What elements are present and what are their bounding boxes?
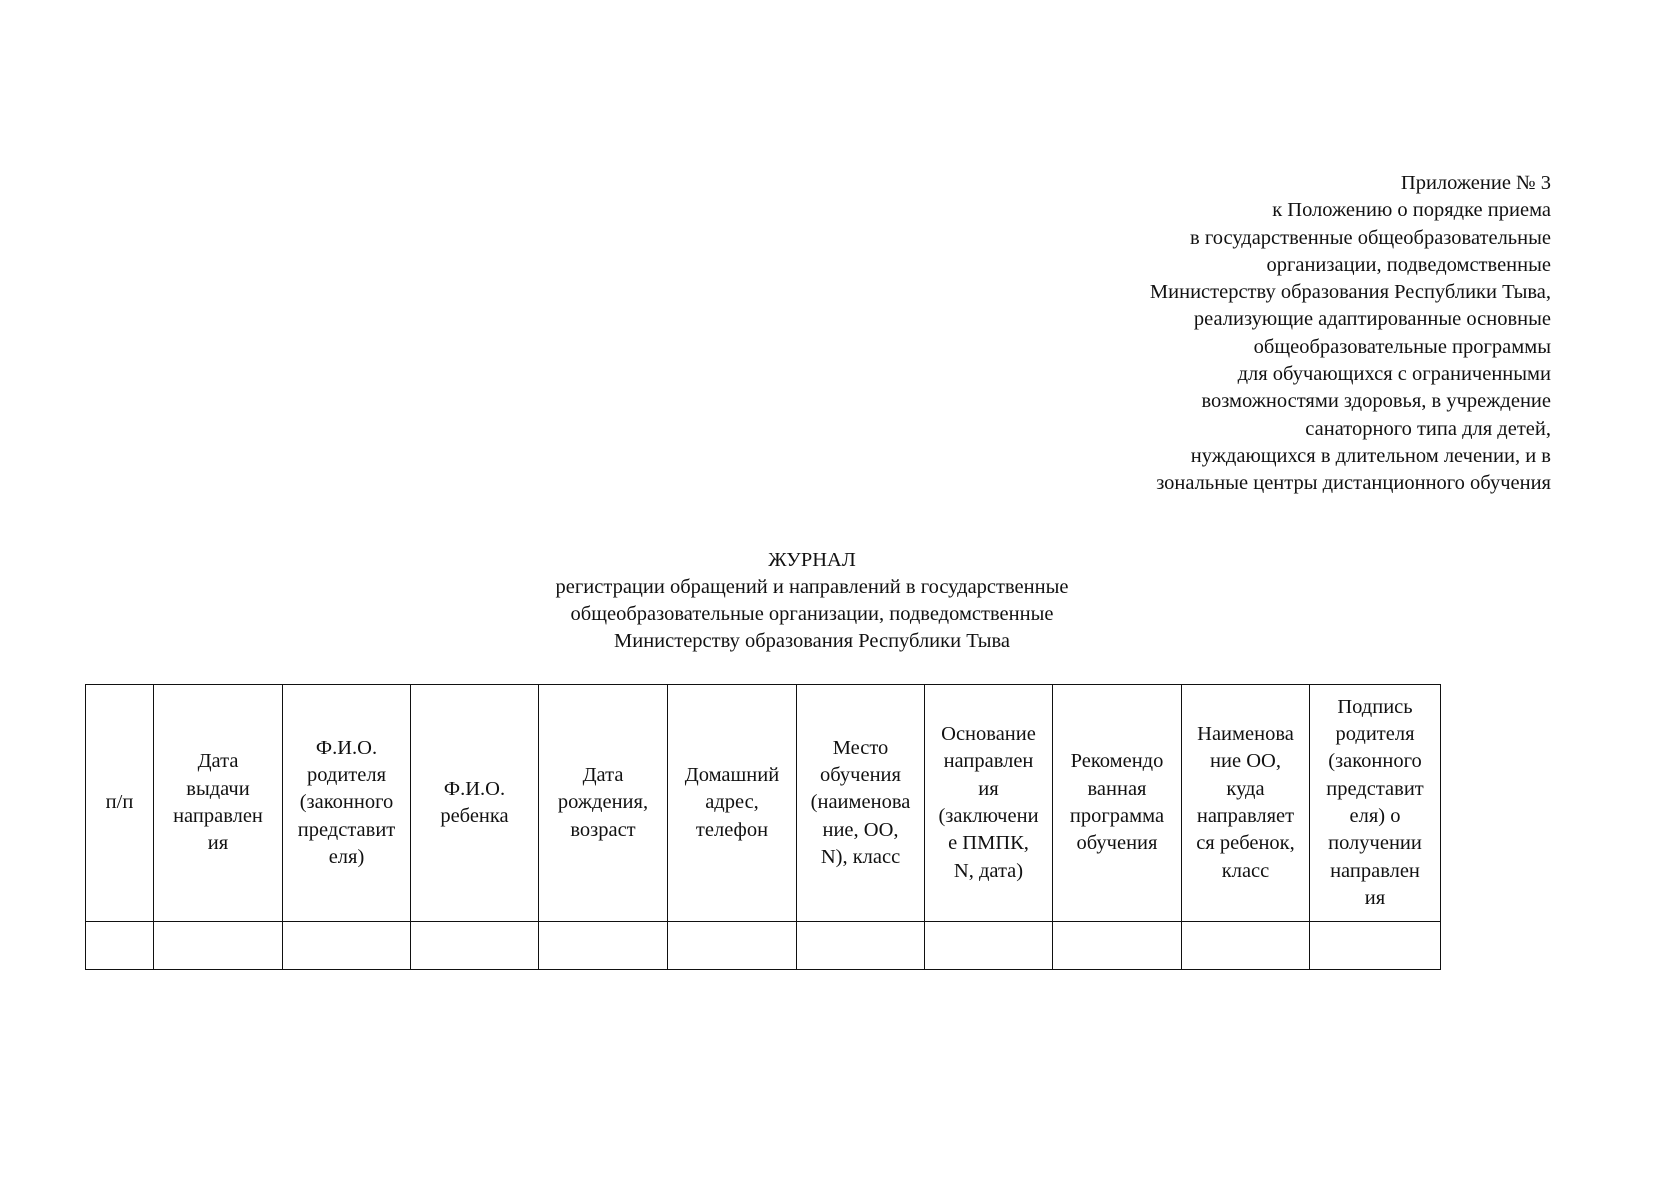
appendix-line: Приложение № 3	[1400, 172, 1551, 194]
column-header-recommended-program: Рекомендо ванная программа обучения	[1053, 685, 1182, 922]
table-cell	[797, 922, 925, 970]
table-cell	[1310, 922, 1441, 970]
appendix-line: реализующие адаптированные основные	[1193, 308, 1551, 331]
column-header-parent-signature: Подпись родителя (законного представит еля) о получении направлен ия	[1310, 685, 1441, 922]
appendix-block	[1150, 170, 1551, 498]
column-header-child-name: Ф.И.О. ребенка	[411, 685, 539, 922]
column-header-referral-basis: Основание направлен ия (заключени е ПМПК, N, дата)	[925, 685, 1053, 922]
column-header-target-school: Наименова ние ОО, куда направляет ся ребенок, класс	[1182, 685, 1310, 922]
column-header-study-place: Место обучения (наименова ние, ОО, N), класс	[797, 685, 925, 922]
journal-subtitle-line: общеобразовательные организации, подведомственные	[570, 603, 1054, 625]
table-cell	[1053, 922, 1182, 970]
appendix-line: общеобразовательные программы	[1253, 335, 1551, 358]
table-cell	[668, 922, 797, 970]
table-cell	[925, 922, 1053, 970]
appendix-line: к Положению о порядке приема	[1272, 199, 1551, 222]
table-cell	[411, 922, 539, 970]
journal-subtitle-line: регистрации обращений и направлений в государственные	[555, 576, 1069, 598]
column-header-birth-date: Дата рождения, возраст	[539, 685, 668, 922]
appendix-line: для обучающихся с ограниченными	[1237, 363, 1551, 386]
table-row	[86, 922, 1441, 970]
appendix-line: возможностями здоровья, в учреждение	[1201, 390, 1551, 413]
journal-subtitle-line: Министерству образования Республики Тыва	[614, 630, 1010, 652]
appendix-line: в государственные общеобразовательные	[1190, 226, 1551, 249]
appendix-line: нуждающихся в длительном лечении, и в	[1190, 444, 1551, 467]
table-cell	[539, 922, 668, 970]
column-header-issue-date: Дата выдачи направлен ия	[154, 685, 283, 922]
column-header-address: Домашний адрес, телефон	[668, 685, 797, 922]
appendix-line: Министерству образования Республики Тыва,	[1149, 281, 1551, 304]
table-cell	[283, 922, 411, 970]
appendix-line: санаторного типа для детей,	[1305, 417, 1551, 440]
register-table	[85, 684, 1441, 970]
appendix-line: организации, подведомственные	[1266, 253, 1551, 276]
appendix-line: зональные центры дистанционного обучения	[1156, 472, 1551, 495]
table-header-row	[86, 685, 1441, 922]
column-header-parent-name: Ф.И.О. родителя (законного представит еля)	[283, 685, 411, 922]
table-cell	[1182, 922, 1310, 970]
table-cell	[86, 922, 154, 970]
journal-heading	[0, 547, 1654, 655]
column-header-number: п/п	[86, 685, 154, 922]
journal-title: ЖУРНАЛ	[768, 549, 856, 571]
table-cell	[154, 922, 283, 970]
